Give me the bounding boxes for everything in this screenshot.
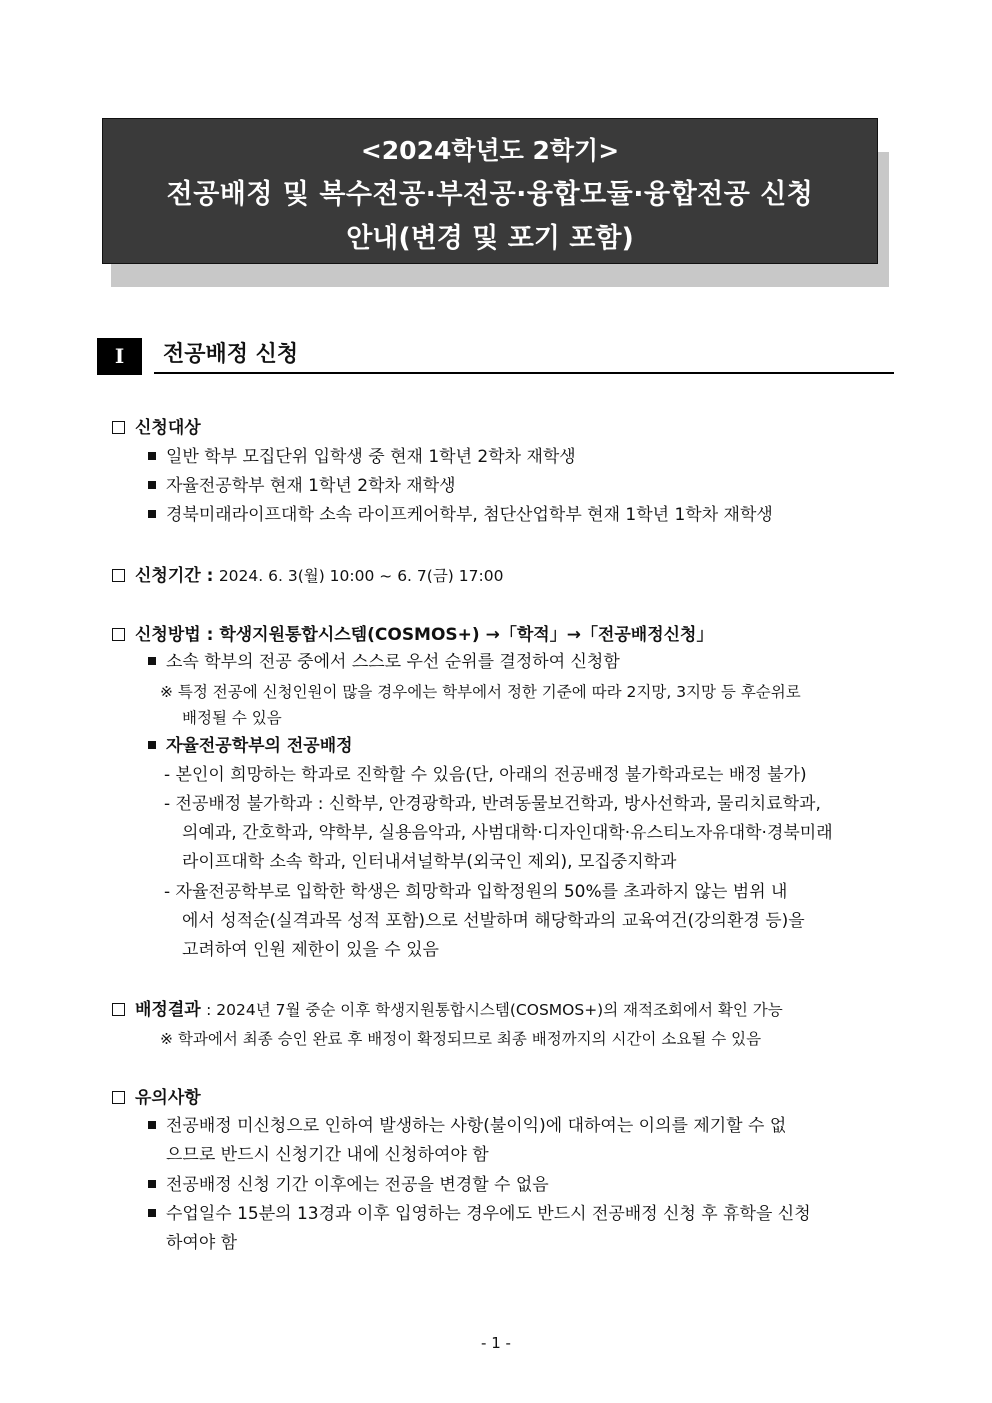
page-number: - 1 -: [481, 1334, 511, 1352]
list-item: 수업일수 15분의 13경과 이후 입영하는 경우에도 반드시 전공배정 신청 후 휴학을 신청: [148, 1202, 811, 1226]
bullet-square-icon: [148, 1121, 156, 1129]
period-heading: 신청기간 :: [135, 566, 214, 586]
eligibility-heading: 신청대상: [112, 416, 201, 440]
checkbox-square-icon: [112, 1003, 125, 1016]
section-title: 전공배정 신청: [163, 342, 299, 367]
period-line: [112, 564, 503, 588]
title-line-2: 전공배정 및 복수전공·부전공·융합모듈·융합전공 신청: [166, 179, 814, 210]
note-line: 배정될 수 있음: [182, 709, 282, 727]
period-value: 2024. 6. 3(월) 10:00 ~ 6. 7(금) 17:00: [218, 567, 504, 585]
list-item-continuation: 으므로 반드시 신청기간 내에 신청하여야 함: [166, 1145, 489, 1165]
bullet-square-icon: [148, 452, 156, 460]
result-heading: 배정결과: [135, 1000, 201, 1020]
dash-line: 에서 성적순(실격과목 성적 포함)으로 선발하며 해당학과의 교육여건(강의환경 등)을: [182, 911, 805, 931]
dash-line: 고려하여 인원 제한이 있을 수 있음: [182, 940, 439, 960]
bullet-square-icon: [148, 481, 156, 489]
dash-line: 의예과, 간호학과, 약학부, 실용음악과, 사범대학·디자인대학·유스티노자유대학·경북미래: [182, 823, 833, 843]
list-item: 경북미래라이프대학 소속 라이프케어학부, 첨단산업학부 현재 1학년 1학차 재학생: [148, 503, 773, 527]
bullet-square-icon: [148, 657, 156, 665]
note-line: ※ 학과에서 최종 승인 완료 후 배정이 확정되므로 최종 배정까지의 시간이 소요될 수 있음: [160, 1030, 762, 1048]
section-number: I: [97, 338, 142, 375]
bullet-square-icon: [148, 1209, 156, 1217]
list-item-continuation: 하여야 함: [166, 1233, 238, 1253]
result-value: : 2024년 7월 중순 이후 학생지원통합시스템(COSMOS+)의 재적조회에서 확인 가능: [206, 1001, 783, 1019]
bullet-square-icon: [148, 510, 156, 518]
bullet-square-icon: [148, 741, 156, 749]
section-underline: [154, 372, 894, 374]
title-line-1: <2024학년도 2학기>: [360, 136, 620, 165]
checkbox-square-icon: [112, 569, 125, 582]
list-item: 자율전공학부 현재 1학년 2학차 재학생: [148, 474, 456, 498]
result-line: [112, 998, 783, 1022]
checkbox-square-icon: [112, 628, 125, 641]
cautions-heading: 유의사항: [112, 1086, 201, 1110]
list-item: 자율전공학부의 전공배정: [148, 734, 353, 758]
list-item: 전공배정 신청 기간 이후에는 전공을 변경할 수 없음: [148, 1173, 549, 1197]
dash-line: - 본인이 희망하는 학과로 진학할 수 있음(단, 아래의 전공배정 불가학과로는 배정 불가): [164, 765, 807, 785]
dash-line: - 전공배정 불가학과 : 신학부, 안경광학과, 반려동물보건학과, 방사선학과, 물리치료학과,: [164, 794, 821, 814]
method-heading: 신청방법 : 학생지원통합시스템(COSMOS+) →「학적」→「전공배정신청」: [112, 623, 713, 647]
dash-line: - 자율전공학부로 입학한 학생은 희망학과 입학정원의 50%를 초과하지 않는 범위 내: [164, 882, 788, 902]
checkbox-square-icon: [112, 1091, 125, 1104]
checkbox-square-icon: [112, 421, 125, 434]
dash-line: 라이프대학 소속 학과, 인터내셔널학부(외국인 제외), 모집중지학과: [182, 852, 677, 872]
list-item: 전공배정 미신청으로 인하여 발생하는 사항(불이익)에 대하여는 이의를 제기할 수 없: [148, 1114, 786, 1138]
list-item: 일반 학부 모집단위 입학생 중 현재 1학년 2학차 재학생: [148, 445, 576, 469]
list-item: 소속 학부의 전공 중에서 스스로 우선 순위를 결정하여 신청함: [148, 650, 620, 674]
bullet-square-icon: [148, 1180, 156, 1188]
note-line: ※ 특정 전공에 신청인원이 많을 경우에는 학부에서 정한 기준에 따라 2지망, 3지망 등 후순위로: [160, 683, 801, 701]
title-line-3: 안내(변경 및 포기 포함): [346, 223, 634, 254]
document-title-box: [102, 118, 878, 264]
